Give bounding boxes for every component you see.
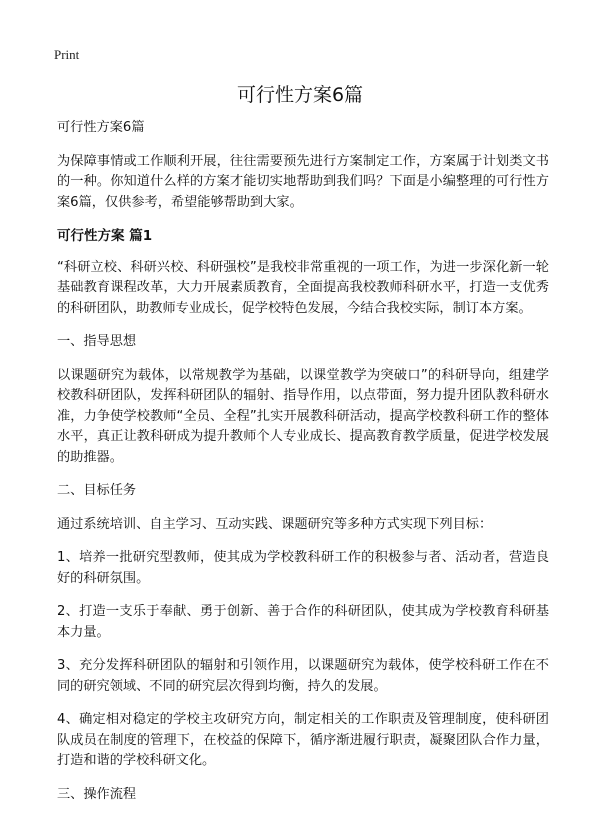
part2-intro: 通过系统培训、自主学习、互动实践、课题研究等多种方式实现下列目标： — [57, 516, 493, 532]
section-opening: “科研立校、科研兴校、科研强校”是我校非常重视的一项工作，为进一步深化新一轮基础教育课程改革，大力开展素质教育，全面提高我校教师科研水平，打造一支优秀的科研团队，助教师专业成长，促学校特色发展，今结合我校实际，制订本方案。 — [57, 259, 549, 316]
print-link[interactable]: Print — [54, 47, 80, 62]
goal-item: 3、充分发挥科研团队的辐射和引领作用，以课题研究为载体，使学校科研工作在不同的研究领域、不同的研究层次得到均衡，持久的发展。 — [57, 658, 549, 694]
section-heading: 可行性方案 篇1 — [57, 228, 153, 244]
document-body — [57, 118, 549, 805]
goal-item: 1、培养一批研究型教师，使其成为学校教科研工作的积极参与者、活动者，营造良好的科研氛围。 — [57, 550, 549, 586]
intro-label: 可行性方案6篇 — [57, 120, 145, 135]
part2-heading: 二、目标任务 — [57, 483, 137, 498]
goal-item: 4、确定相对稳定的学校主攻研究方向，制定相关的工作职责及管理制度，使科研团队成员在制度的管理下，在校益的保障下，循序渐进履行职责，凝聚团队合作力量，打造和谐的学校科研文化。 — [57, 712, 549, 768]
intro-paragraph: 为保障事情或工作顺利开展，往往需要预先进行方案制定工作，方案属于计划类文书的一种。你知道什么样的方案才能切实地帮助到我们吗？下面是小编整理的可行性方案6篇，仅供参考，希望能够帮助到大家。 — [57, 153, 549, 210]
page-title: 可行性方案6篇 — [236, 84, 364, 106]
goal-item: 2、打造一支乐于奉献、勇于创新、善于合作的科研团队，使其成为学校教育科研基本力量。 — [57, 604, 549, 640]
part3-heading: 三、操作流程 — [57, 786, 137, 802]
part1-text: 以课题研究为载体，以常规教学为基础，以课堂教学为突破口”的科研导向，组建学校教科研团队，发挥科研团队的辐射、指导作用，以点带面，努力提升团队教科研水准，力争使学校教师“全员、全程”扎实开展教科研活动，提高学校教科研工作的整体水平，真正让教科研成为提升教师个人专业成长、提高教育教学质量，促进学校发展的助推器。 — [57, 367, 549, 465]
part1-heading: 一、指导思想 — [57, 334, 137, 349]
